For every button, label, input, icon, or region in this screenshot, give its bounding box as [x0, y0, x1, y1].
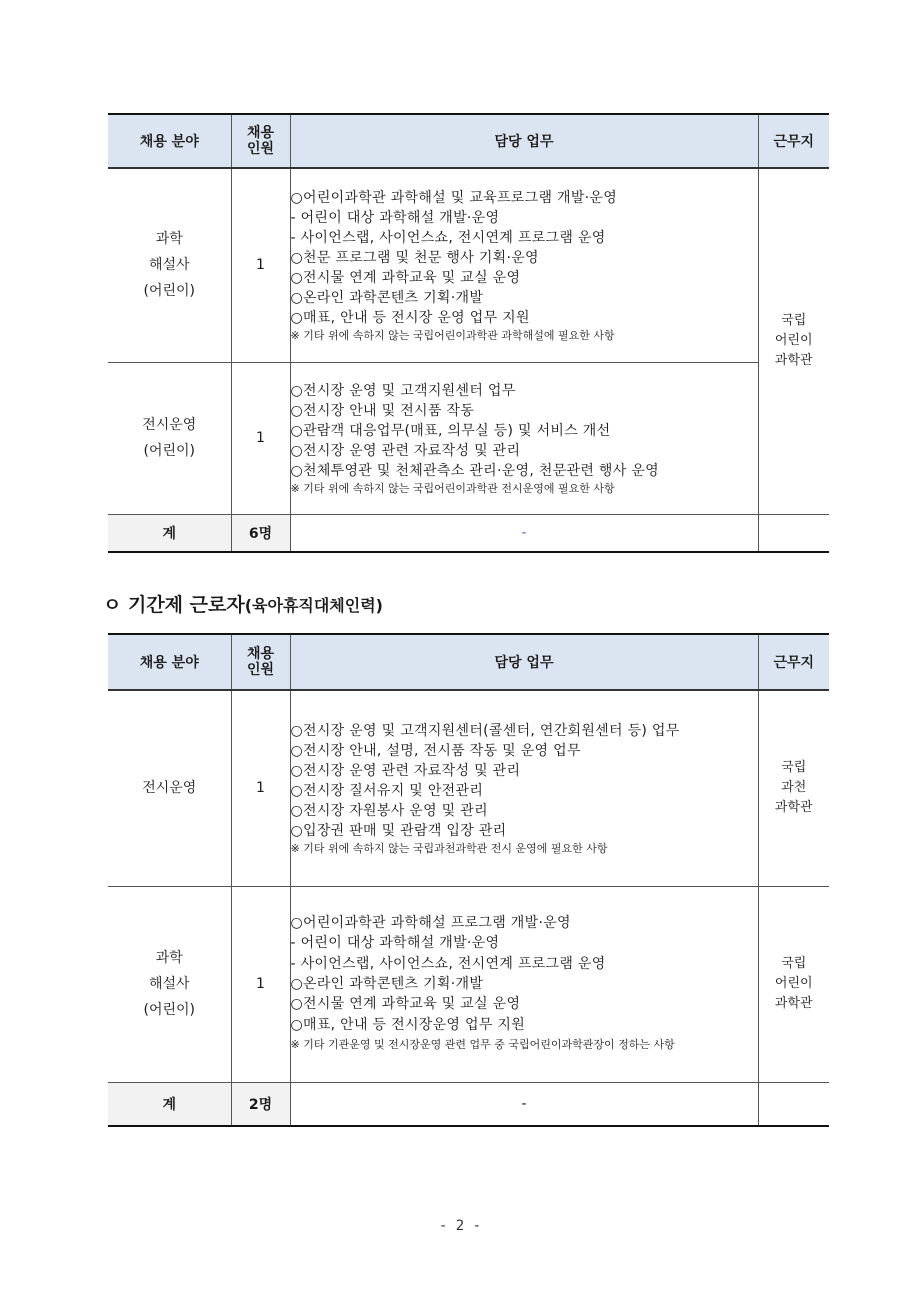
header-count: 채용 인원 [231, 114, 290, 168]
duty-item: ○전시물 연계 과학교육 및 교실 운영 [290, 270, 521, 287]
page-number: - 2 - [438, 1218, 482, 1234]
duty-note: ※ 기타 위에 속하지 않는 국립어린이과학관 전시운영에 필요한 사항 [290, 482, 615, 495]
field-cell: 과학 해설사 (어린이) [108, 886, 231, 1082]
duty-note: ※ 기타 기관운영 및 전시장운영 관련 업무 중 국립어린이과학관장이 정하는 사항 [290, 1037, 675, 1051]
duty-item: ○온라인 과학콘텐츠 기획·개발 [290, 290, 484, 307]
field-cell: 전시운영 [108, 690, 231, 886]
total-label: 계 [108, 514, 231, 552]
duties-cell [290, 362, 758, 514]
header-duties: 담당 업무 [290, 114, 758, 168]
section-title: ㅇ 기간제 근로자(육아휴직대체인력) [103, 594, 383, 616]
duty-item: - 사이언스랩, 사이언스쇼, 전시연계 프로그램 운영 [290, 955, 606, 972]
duty-item: ○전시장 질서유지 및 안전관리 [290, 783, 484, 800]
duty-item: ○어린이과학관 과학해설 및 교육프로그램 개발·운영 [290, 190, 618, 207]
total-blank [758, 1082, 829, 1126]
duty-item: ○전시장 운영 및 고객지원센터 업무 [290, 383, 516, 399]
field-cell: 과학 해설사 (어린이) [108, 168, 231, 362]
duty-item: - 어린이 대상 과학해설 개발·운영 [290, 935, 500, 952]
field-cell: 전시운영 (어린이) [108, 362, 231, 514]
duty-item: - 어린이 대상 과학해설 개발·운영 [290, 210, 500, 227]
duty-item: - 사이언스랩, 사이언스쇼, 전시연계 프로그램 운영 [290, 230, 606, 247]
duty-note: ※ 기타 위에 속하지 않는 국립어린이과학관 과학해설에 필요한 사항 [290, 329, 615, 343]
table-row [108, 886, 829, 1082]
recruitment-table-2 [108, 633, 829, 1127]
workplace-cell: 국립 어린이 과학관 [758, 886, 829, 1082]
duty-item: ○입장권 판매 및 관람객 입장 관리 [290, 823, 507, 840]
header-count: 채용 인원 [231, 634, 290, 690]
total-count: 6명 [231, 514, 290, 552]
duty-item: ○매표, 안내 등 전시장운영 업무 지원 [290, 1016, 526, 1033]
header-workplace: 근무지 [758, 114, 829, 168]
total-label: 계 [108, 1082, 231, 1126]
total-count: 2명 [231, 1082, 290, 1126]
section-subtitle: (육아휴직대체인력) [244, 596, 383, 615]
duty-item: ○전시장 자원봉사 운영 및 관리 [290, 803, 488, 820]
table-row [108, 690, 829, 886]
header-field: 채용 분야 [108, 114, 231, 168]
total-dash: - [290, 514, 758, 552]
workplace-cell: 국립 어린이 과학관 [758, 168, 829, 514]
table-row [108, 168, 829, 362]
duty-item: ○관람객 대응업무(매표, 의무실 등) 및 서비스 개선 [290, 423, 611, 439]
duty-item: ○전시장 운영 관련 자료작성 및 관리 [290, 763, 521, 780]
count-cell: 1 [231, 168, 290, 362]
duty-item: ○전시장 운영 관련 자료작성 및 관리 [290, 443, 521, 459]
header-duties: 담당 업무 [290, 634, 758, 690]
duty-note: ※ 기타 위에 속하지 않는 국립과천과학관 전시 운영에 필요한 사항 [290, 842, 608, 856]
duty-item: ○전시장 안내 및 전시품 작동 [290, 403, 475, 419]
total-dash: - [290, 1082, 758, 1126]
header-field: 채용 분야 [108, 634, 231, 690]
total-row [108, 514, 829, 552]
count-cell: 1 [231, 886, 290, 1082]
table-row [108, 362, 829, 514]
duty-item: ○전시장 운영 및 고객지원센터(콜센터, 연간회원센터 등) 업무 [290, 723, 680, 740]
count-cell: 1 [231, 362, 290, 514]
duties-cell [290, 690, 758, 886]
header-workplace: 근무지 [758, 634, 829, 690]
workplace-cell: 국립 과천 과학관 [758, 690, 829, 886]
duty-item: ○매표, 안내 등 전시장 운영 업무 지원 [290, 310, 530, 327]
duty-item: ○천체투영관 및 천체관측소 관리·운영, 천문관련 행사 운영 [290, 463, 659, 479]
duties-cell [290, 886, 758, 1082]
duty-item: ○어린이과학관 과학해설 프로그램 개발·운영 [290, 915, 571, 932]
count-cell: 1 [231, 690, 290, 886]
total-blank [758, 514, 829, 552]
recruitment-table-1 [108, 113, 829, 553]
duty-item: ○온라인 과학콘텐츠 기획·개발 [290, 976, 484, 992]
duty-item: ○전시장 안내, 설명, 전시품 작동 및 운영 업무 [290, 743, 581, 760]
duty-item: ○천문 프로그램 및 천문 행사 기획·운영 [290, 250, 539, 267]
duties-cell [290, 168, 758, 362]
total-row [108, 1082, 829, 1126]
duty-item: ○전시물 연계 과학교육 및 교실 운영 [290, 996, 521, 1013]
